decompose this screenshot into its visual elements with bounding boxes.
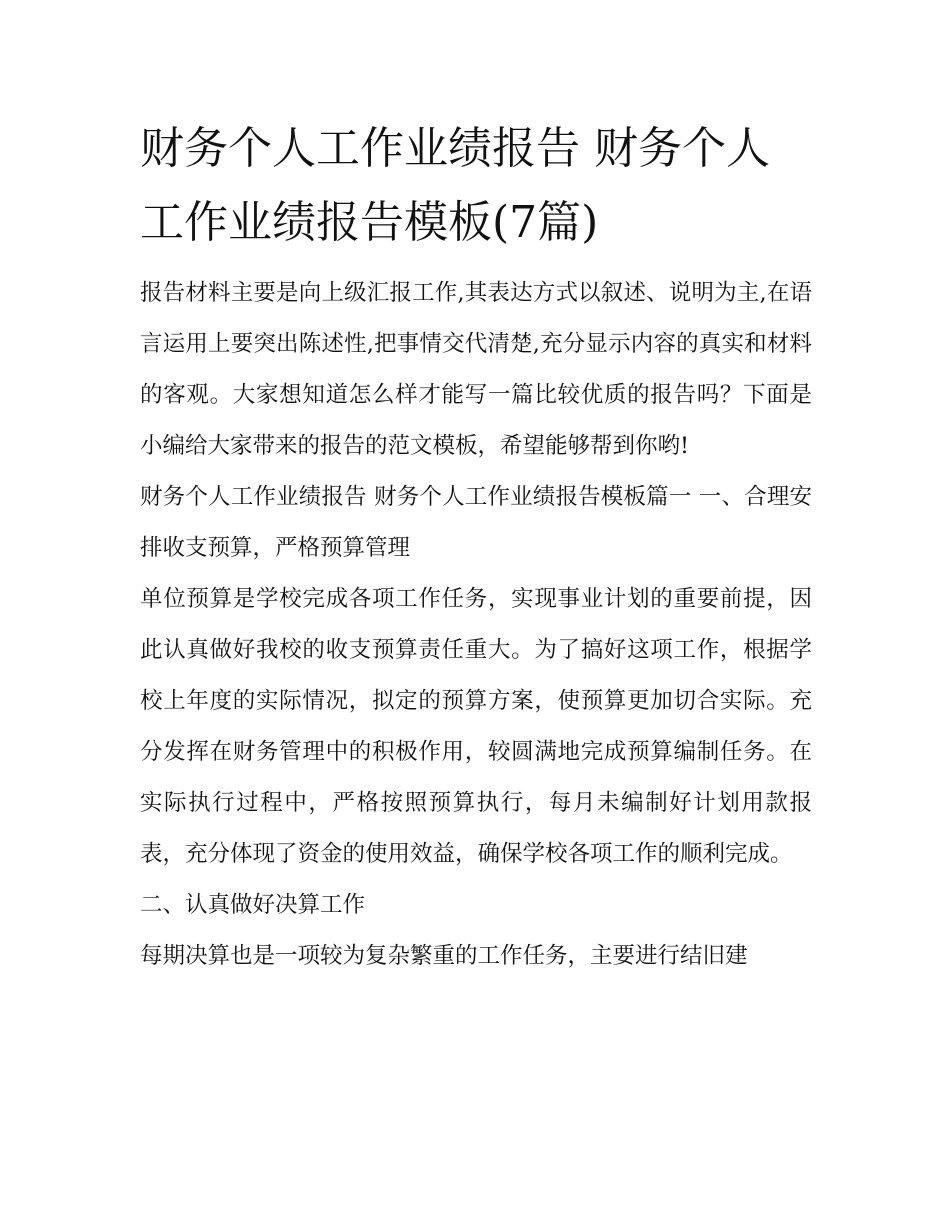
document-title: 财务个人工作业绩报告 财务个人工作业绩报告模板(7篇) xyxy=(140,123,770,248)
document-page xyxy=(140,112,812,982)
paragraph-section-one-heading: 财务个人工作业绩报告 财务个人工作业绩报告模板篇一 一、合理安排收支预算，严格预算管理 xyxy=(140,484,812,561)
paragraph-final-accounts: 每期决算也是一项较为复杂繁重的工作任务，主要进行结旧建 xyxy=(140,943,748,969)
paragraph-section-two-heading: 二、认真做好决算工作 xyxy=(140,892,366,918)
paragraph-intro: 报告材料主要是向上级汇报工作,其表达方式以叙述、说明为主,在语言运用上要突出陈述性,把事情交代清楚,充分显示内容的真实和材料的客观。大家想知道怎么样才能写一篇比较优质的报告吗？下面是小编给大家带来的报告的范文模板，希望能够帮到你哟! xyxy=(140,280,812,459)
paragraph-budget: 单位预算是学校完成各项工作任务，实现事业计划的重要前提，因此认真做好我校的收支预算责任重大。为了搞好这项工作，根据学校上年度的实际情况，拟定的预算方案，使预算更加切合实际。充分发挥在财务管理中的积极作用，较圆满地完成预算编制任务。在实际执行过程中，严格按照预算执行，每月未编制好计划用款报表，充分体现了资金的使用效益，确保学校各项工作的顺利完成。 xyxy=(140,586,812,867)
